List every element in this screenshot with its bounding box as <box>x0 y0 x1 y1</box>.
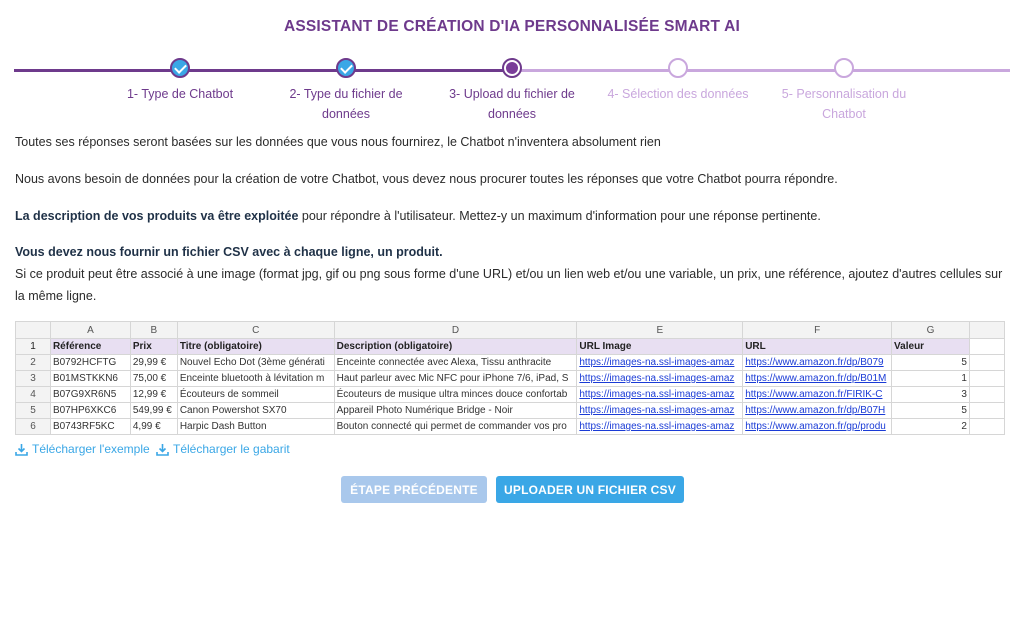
description-text-rest: pour répondre à l'utilisateur. Mettez-y un maximum d'information pour une réponse pertinente. <box>298 209 821 223</box>
cell-reference: B0792HCFTG <box>50 355 130 371</box>
cell-description: Enceinte connectée avec Alexa, Tissu anthracite <box>334 355 577 371</box>
column-letter: B <box>130 322 177 339</box>
column-letter: C <box>177 322 334 339</box>
cell-description: Écouteurs de musique ultra minces douce confortab <box>334 387 577 403</box>
data-need-text: Nous avons besoin de données pour la création de votre Chatbot, vous devez nous procurer toutes les réponses que votre Chatbot pourra répondre. <box>15 172 838 186</box>
table-row <box>16 387 1005 403</box>
cell-description: Bouton connecté qui permet de commander vos pro <box>334 419 577 435</box>
cell-reference: B07HP6XKC6 <box>50 403 130 419</box>
cell-description: Appareil Photo Numérique Bridge - Noir <box>334 403 577 419</box>
wizard-stepper <box>14 58 1010 121</box>
step-5-label: 5- Personnalisation du Chatbot <box>781 87 907 121</box>
cell-value: 5 <box>892 403 970 419</box>
header-cell: URL <box>743 339 892 355</box>
empty-cell <box>969 387 1004 403</box>
table-row <box>16 403 1005 419</box>
cell-url: https://www.amazon.fr/dp/B01M <box>743 371 892 387</box>
column-letter: G <box>892 322 970 339</box>
check-icon <box>170 58 190 78</box>
step-3-label: 3- Upload du fichier de données <box>449 87 575 121</box>
cell-url: https://www.amazon.fr/dp/B07H <box>743 403 892 419</box>
cell-title: Canon Powershot SX70 <box>177 403 334 419</box>
download-icon <box>156 443 169 456</box>
cell-description: Haut parleur avec Mic NFC pour iPhone 7/6, iPad, S <box>334 371 577 387</box>
csv-instructions <box>15 241 1015 307</box>
download-template-link[interactable] <box>156 442 290 456</box>
row-number: 5 <box>16 403 51 419</box>
cell-url: https://www.amazon.fr/gp/produ <box>743 419 892 435</box>
row-number: 4 <box>16 387 51 403</box>
column-letter: A <box>50 322 130 339</box>
header-cell: Référence <box>50 339 130 355</box>
header-cell: Prix <box>130 339 177 355</box>
empty-cell <box>969 339 1004 355</box>
cell-price: 4,99 € <box>130 419 177 435</box>
download-example-link[interactable] <box>15 442 150 456</box>
cell-image-url: https://images-na.ssl-images-amaz <box>577 403 743 419</box>
csv-example-spreadsheet <box>15 321 1005 435</box>
intro-text: Toutes ses réponses seront basées sur les données que vous nous fournirez, le Chatbot n'inventera absolument rien <box>15 135 661 149</box>
description-text-bold: La description de vos produits va être exploitée <box>15 209 299 223</box>
cell-url: https://www.amazon.fr/FIRIK-C <box>743 387 892 403</box>
step-2[interactable] <box>266 58 426 124</box>
cell-reference: B07G9XR6N5 <box>50 387 130 403</box>
csv-instructions-bold: Vous devez nous fournir un fichier CSV avec à chaque ligne, un produit. <box>15 245 443 259</box>
cell-price: 549,99 € <box>130 403 177 419</box>
check-icon <box>336 58 356 78</box>
row-number: 1 <box>16 339 51 355</box>
step-2-label: 2- Type du fichier de données <box>289 87 403 121</box>
description-text <box>15 205 1015 227</box>
step-1[interactable] <box>100 58 260 104</box>
header-cell: Description (obligatoire) <box>334 339 577 355</box>
cell-title: Écouteurs de sommeil <box>177 387 334 403</box>
column-letter: F <box>743 322 892 339</box>
step-4-label: 4- Sélection des données <box>607 87 749 101</box>
cell-price: 75,00 € <box>130 371 177 387</box>
cell-value: 3 <box>892 387 970 403</box>
step-3 <box>432 58 592 124</box>
cell-url: https://www.amazon.fr/dp/B079 <box>743 355 892 371</box>
cell-image-url: https://images-na.ssl-images-amaz <box>577 355 743 371</box>
header-cell: Valeur <box>892 339 970 355</box>
upload-csv-button[interactable]: UPLOADER UN FICHIER CSV <box>496 476 684 503</box>
empty-column <box>969 322 1004 339</box>
table-row <box>16 371 1005 387</box>
cell-title: Harpic Dash Button <box>177 419 334 435</box>
download-template-label: Télécharger le gabarit <box>173 442 290 456</box>
cell-reference: B0743RF5KC <box>50 419 130 435</box>
header-cell: Titre (obligatoire) <box>177 339 334 355</box>
cell-title: Enceinte bluetooth à lévitation m <box>177 371 334 387</box>
table-row <box>16 355 1005 371</box>
row-number: 2 <box>16 355 51 371</box>
cell-value: 1 <box>892 371 970 387</box>
cell-value: 5 <box>892 355 970 371</box>
pending-step-indicator <box>834 58 854 78</box>
column-letter-row <box>16 322 1005 339</box>
csv-instructions-rest: Si ce produit peut être associé à une image (format jpg, gif ou png sous forme d'une URL) et/ou un lien web et/ou une variable, un prix, une référence, ajoutez d'autres cellules sur la même ligne. <box>15 267 1003 303</box>
step-1-label: 1- Type de Chatbot <box>126 87 234 101</box>
row-number: 3 <box>16 371 51 387</box>
table-row <box>16 419 1005 435</box>
empty-cell <box>969 355 1004 371</box>
cell-price: 12,99 € <box>130 387 177 403</box>
cell-value: 2 <box>892 419 970 435</box>
cell-image-url: https://images-na.ssl-images-amaz <box>577 387 743 403</box>
wizard-title: ASSISTANT DE CRÉATION D'IA PERSONNALISÉE SMART AI <box>283 18 741 35</box>
step-4 <box>598 58 758 104</box>
row-number: 6 <box>16 419 51 435</box>
step-5 <box>764 58 924 124</box>
cell-price: 29,99 € <box>130 355 177 371</box>
column-letter: E <box>577 322 743 339</box>
download-example-label: Télécharger l'exemple <box>32 442 150 456</box>
header-cell: URL Image <box>577 339 743 355</box>
previous-step-button[interactable]: ÉTAPE PRÉCÉDENTE <box>341 476 487 503</box>
corner-cell <box>16 322 51 339</box>
empty-cell <box>969 419 1004 435</box>
empty-cell <box>969 371 1004 387</box>
cell-image-url: https://images-na.ssl-images-amaz <box>577 371 743 387</box>
cell-image-url: https://images-na.ssl-images-amaz <box>577 419 743 435</box>
current-step-indicator <box>502 58 522 78</box>
cell-title: Nouvel Echo Dot (3ème générati <box>177 355 334 371</box>
empty-cell <box>969 403 1004 419</box>
column-letter: D <box>334 322 577 339</box>
header-row <box>16 339 1005 355</box>
download-icon <box>15 443 28 456</box>
pending-step-indicator <box>668 58 688 78</box>
cell-reference: B01MSTKKN6 <box>50 371 130 387</box>
